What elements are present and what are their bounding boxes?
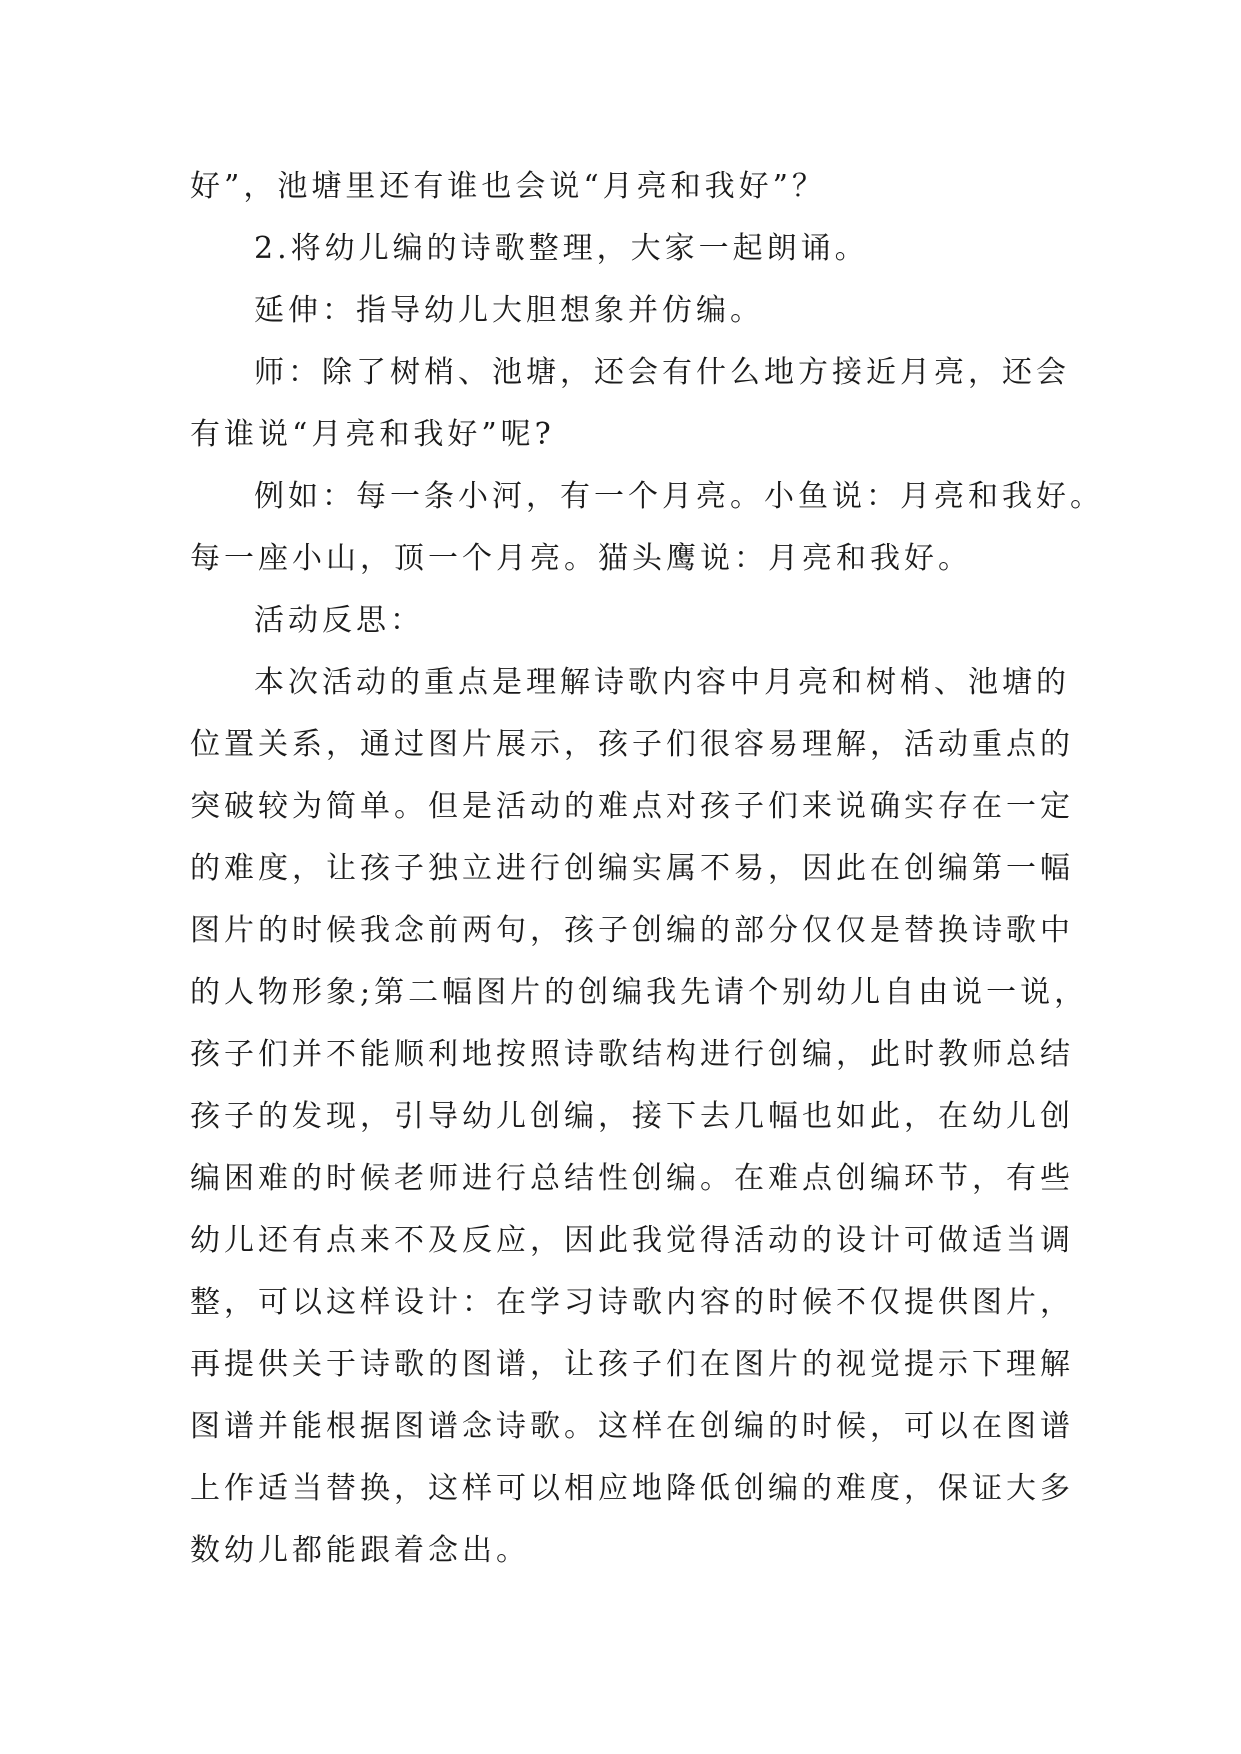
text-line-17: 编困难的时候老师进行总结性创编。在难点创编环节，有些 [190,1161,1074,1196]
text-line-6: 例如：每一条小河，有一个月亮。小鱼说：月亮和我好。 [254,479,1104,514]
text-line-12: 的难度，让孩子独立进行创编实属不易，因此在创编第一幅 [190,851,1074,886]
text-line-22: 上作适当替换，这样可以相应地降低创编的难度，保证大多 [190,1471,1074,1506]
text-line-21: 图谱并能根据图谱念诗歌。这样在创编的时候，可以在图谱 [190,1409,1074,1444]
text-line-10: 位置关系，通过图片展示，孩子们很容易理解，活动重点的 [190,727,1074,762]
text-line-3: 延伸：指导幼儿大胆想象并仿编。 [254,293,764,328]
section-heading-reflection: 活动反思： [254,603,424,638]
text-line-1: 好”，池塘里还有谁也会说“月亮和我好”？ [190,169,827,204]
text-line-4: 师：除了树梢、池塘，还会有什么地方接近月亮，还会 [254,355,1070,390]
text-line-2: 2.将幼儿编的诗歌整理，大家一起朗诵。 [254,231,869,266]
text-line-18: 幼儿还有点来不及反应，因此我觉得活动的设计可做适当调 [190,1223,1074,1258]
text-line-23: 数幼儿都能跟着念出。 [190,1533,530,1568]
text-line-13: 图片的时候我念前两句，孩子创编的部分仅仅是替换诗歌中 [190,913,1074,948]
text-line-11: 突破较为简单。但是活动的难点对孩子们来说确实存在一定 [190,789,1074,824]
text-line-14: 的人物形象;第二幅图片的创编我先请个别幼儿自由说一说， [190,975,1089,1010]
text-line-19: 整，可以这样设计：在学习诗歌内容的时候不仅提供图片， [190,1285,1074,1320]
text-line-5: 有谁说“月亮和我好”呢? [190,417,555,452]
text-line-15: 孩子们并不能顺利地按照诗歌结构进行创编，此时教师总结 [190,1037,1074,1072]
text-line-16: 孩子的发现，引导幼儿创编，接下去几幅也如此，在幼儿创 [190,1099,1074,1134]
text-line-7: 每一座小山，顶一个月亮。猫头鹰说：月亮和我好。 [190,541,972,576]
text-line-20: 再提供关于诗歌的图谱，让孩子们在图片的视觉提示下理解 [190,1347,1074,1382]
text-line-9: 本次活动的重点是理解诗歌内容中月亮和树梢、池塘的 [254,665,1070,700]
document-page [190,156,1104,1582]
